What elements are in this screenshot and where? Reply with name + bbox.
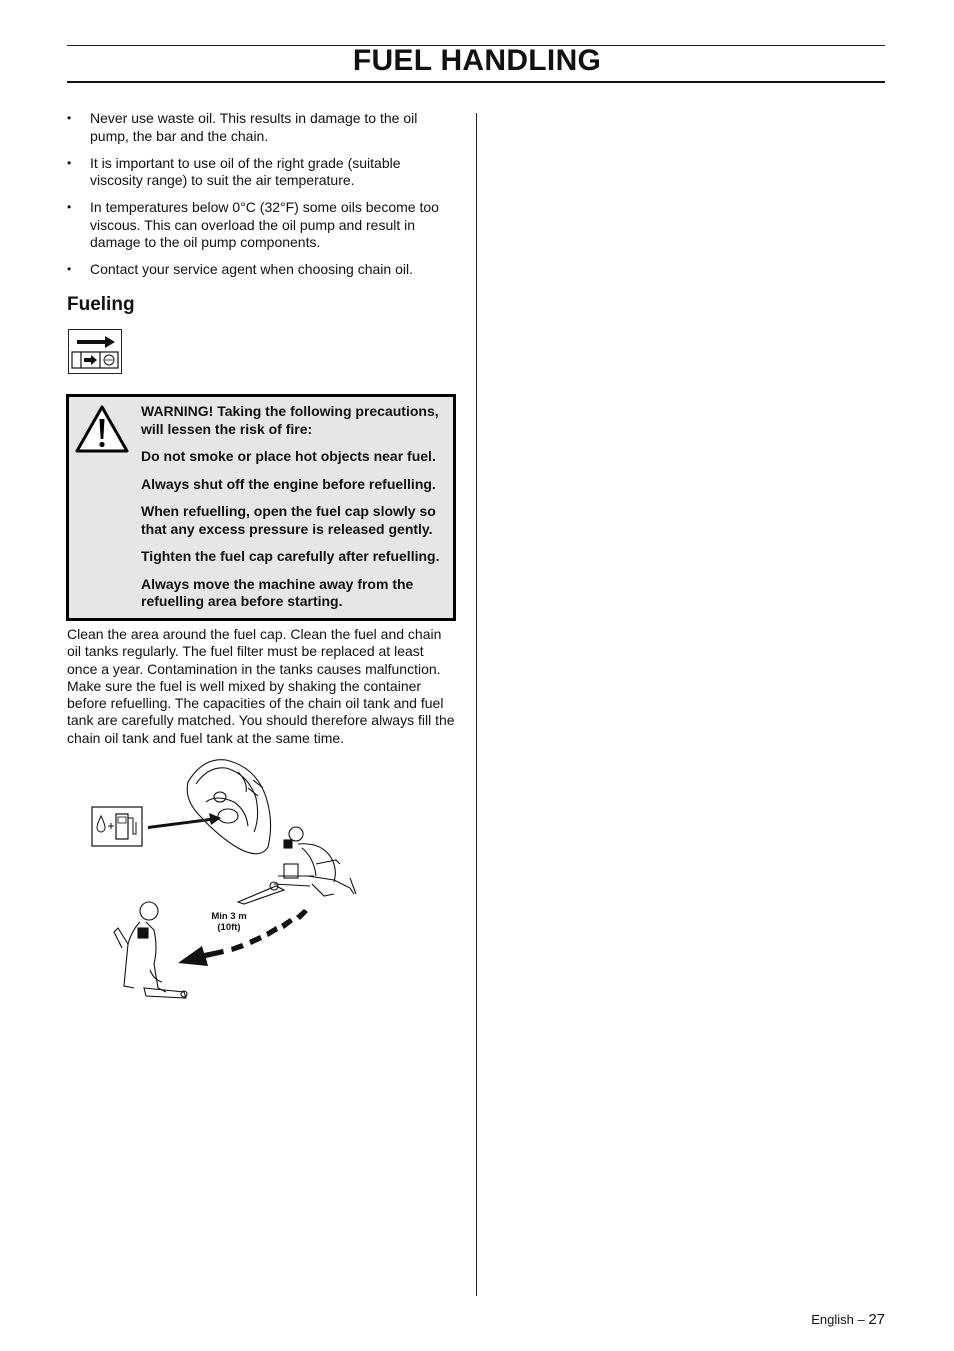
oil-fuel-symbol-icon [92, 807, 142, 846]
standing-operator-figure [114, 902, 187, 998]
list-item [67, 261, 457, 279]
distance-label-line1: Min 3 m [211, 911, 247, 922]
page-title: FUEL HANDLING [352, 44, 602, 77]
header-rule-bottom [67, 81, 885, 83]
bullet-mark: • [67, 200, 72, 214]
warning-line: Always move the machine away from the refuelling area before starting. [141, 575, 414, 609]
section-heading: Fueling [67, 294, 135, 315]
page-footer [811, 1311, 885, 1328]
warning-line: Do not smoke or place hot objects near fuel. [141, 448, 436, 464]
warning-line: When refuelling, open the fuel cap slowly so that any excess pressure is released gently. [141, 503, 436, 537]
list-item [67, 199, 457, 252]
warning-heading: WARNING! Taking the following precautions, will lessen the risk of fire: [141, 403, 439, 437]
warning-text [141, 403, 453, 621]
bullet-list [67, 110, 457, 288]
refuelling-illustration [88, 752, 378, 1002]
list-item [67, 110, 457, 145]
list-item [67, 155, 457, 190]
list-item-text: It is important to use oil of the right grade (suitable viscosity range) to suit the air temperature. [90, 154, 401, 188]
bullet-mark: • [67, 262, 72, 276]
warning-line: Tighten the fuel cap carefully after refuelling. [141, 548, 440, 564]
list-item-text: In temperatures below 0°C (32°F) some oils become too viscous. This can overload the oil pump and result in damage to the oil pump components. [90, 199, 439, 250]
footer-language: English [811, 1312, 854, 1327]
footer-dash: – [857, 1312, 865, 1327]
list-item-text: Contact your service agent when choosing chain oil. [90, 261, 413, 277]
page-number: 27 [868, 1311, 885, 1328]
warning-triangle-icon [74, 404, 130, 454]
warning-box [66, 394, 456, 621]
chainsaw-illustration [187, 760, 270, 854]
bullet-mark: • [67, 155, 72, 170]
bullet-mark: • [67, 111, 72, 125]
body-paragraph: Clean the area around the fuel cap. Clean the fuel and chain oil tanks regularly. The fuel filter must be replaced at least once a year. Contamination in the tanks causes malfunction. Make sure the fuel is well mixed by shaking the container before refuelling. The capacities of the chain oil tank and fuel tank are carefully matched. You should therefore always fill the chain oil tank and fuel tank at the same time. [67, 626, 455, 746]
distance-label-line2: (10ft) [217, 922, 241, 933]
go-to-section-icon [68, 329, 122, 374]
list-item-text: Never use waste oil. This results in damage to the oil pump, the bar and the chain. [90, 110, 418, 144]
column-divider [476, 113, 477, 1296]
warning-line: Always shut off the engine before refuelling. [141, 475, 436, 492]
distance-label [196, 911, 262, 933]
operator-figure [238, 827, 356, 904]
